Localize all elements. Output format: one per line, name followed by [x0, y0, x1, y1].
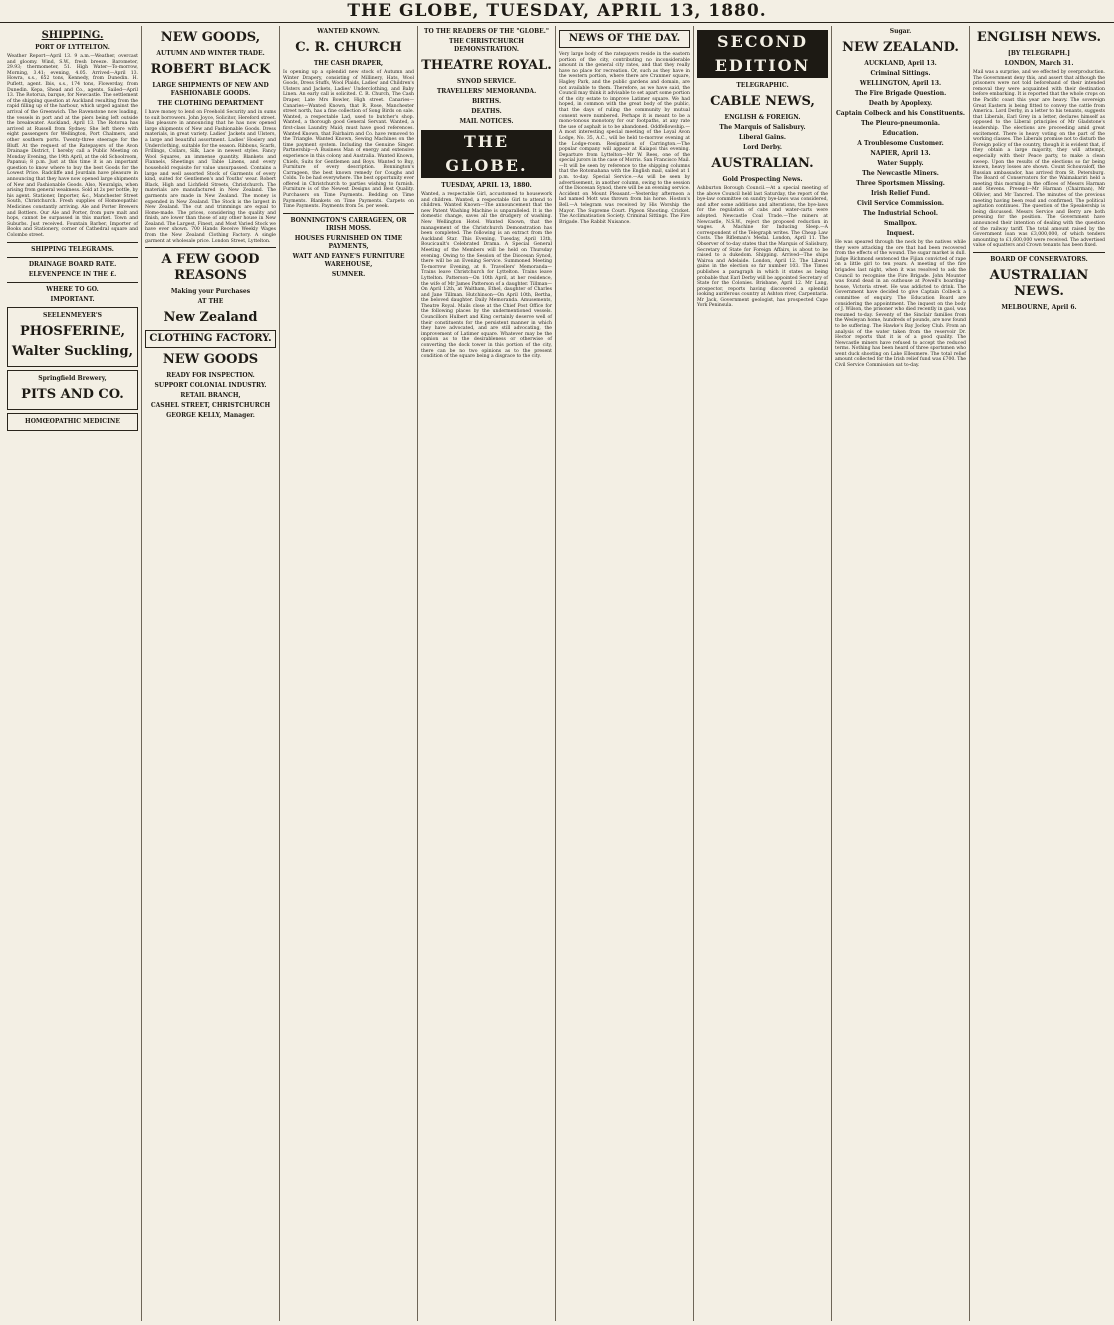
- column-4: [418, 26, 556, 1321]
- masthead: THE GLOBE, TUESDAY, APRIL 13, 1880.: [0, 0, 1114, 23]
- autumn-subheading: AUTUMN AND WINTER TRADE.: [156, 50, 265, 57]
- customer-heading: A Troublesome Customer.: [857, 140, 944, 147]
- dateline-auckland: AUCKLAND, April 13.: [864, 60, 937, 67]
- dateline-napier: NAPIER, April 13.: [870, 150, 931, 157]
- column-3: [280, 26, 418, 1321]
- column-text: Ashburton Borough Council.—At a special meeting of the above Council held last Saturday, the report of the bye-law committee on sundry bye-laws was considered, and after some additions and alterations, the bye-laws for the regulation of cabs and water-carts were adopted. Newcastle Coal Trade.—The miners at Newcastle, N.S.W., reject the proposed reduction in wages. A Machine for Inducing Sleep.—A correspondent of the Telegraph writes. The Cheap Law Costs. The Rifleman's Medal. London, April 11. The Observer of to-day states that the Marquis of Salisbury, Secretary of State for Foreign Affairs, is about to be raised to a dukedom. Shipping. Arrived—The ships Wairoa and Adelaide. London, April 12. The Liberal gains in the election so far number 103. The Times publishes a paragraph in which it states as being probable that Earl Derby will be appointed Secretary of State for the Colonies. Brisbane, April 12. Mr Lang, prospector, reports having discovered a splendid looking auriferous country at Ashton river, Carpentaria. Mr Jack, Government geologist, has prospected Cape York Peninsula.: [697, 186, 828, 309]
- church-heading: C. R. CHURCH: [295, 40, 402, 55]
- sportsmen-heading: Three Sportsmen Missing.: [856, 180, 945, 187]
- second-edition-banner: SECOND EDITION: [697, 30, 828, 78]
- homoeopathic-ad: [7, 413, 138, 431]
- lord-derby-heading: Lord Derby.: [743, 144, 782, 151]
- clothing-dept-heading: THE CLOTHING DEPARTMENT: [157, 100, 264, 107]
- new-goods-heading: NEW GOODS,: [160, 30, 261, 45]
- gold-heading: Gold Prospecting News.: [722, 176, 803, 183]
- sumner-heading: SUMNER.: [331, 270, 366, 278]
- salisbury-heading: The Marquis of Salisbury.: [719, 124, 806, 131]
- smallpox-heading: Smallpox.: [884, 220, 917, 227]
- globe-banner: THE GLOBE.: [421, 130, 552, 178]
- new-zealand-heading: New Zealand: [163, 310, 258, 326]
- retail-branch-heading: RETAIL BRANCH,: [180, 392, 241, 400]
- civil-service-heading: Civil Service Commission.: [856, 200, 945, 207]
- furniture-heading: WATT AND FAYNE'S FURNITURE WAREHOUSE,: [292, 252, 405, 268]
- ad-agent: Walter Suckling,: [11, 343, 134, 359]
- liberal-gains-heading: Liberal Gains.: [738, 134, 787, 141]
- pleuro-heading: The Pleuro-pneumonia.: [860, 120, 941, 127]
- inspection-heading: READY FOR INSPECTION.: [166, 372, 255, 380]
- at-the: AT THE: [197, 298, 224, 306]
- synod-heading: SYNOD SERVICE.: [456, 78, 517, 85]
- column-1: [4, 26, 142, 1321]
- cashel-street: CASHEL STREET, CHRISTCHURCH: [150, 402, 271, 410]
- industrial-school-heading: The Industrial School.: [862, 210, 939, 217]
- demonstration-heading: THE CHRISTCHURCH DEMONSTRATION.: [449, 38, 524, 53]
- new-zealand-news-heading: NEW ZEALAND.: [842, 40, 959, 55]
- wanted-known-heading: WANTED KNOWN.: [317, 28, 380, 35]
- english-foreign-heading: ENGLISH & FOREIGN.: [724, 114, 801, 121]
- apoplexy-heading: Death by Apoplexy.: [868, 100, 933, 107]
- reasons-heading: A FEW GOOD REASONS: [161, 252, 260, 284]
- shipping-telegrams-heading: SHIPPING TELEGRAMS.: [31, 245, 114, 253]
- column-2: [142, 26, 280, 1321]
- water-supply-heading: Water Supply.: [877, 160, 924, 167]
- robert-black-heading: ROBERT BLACK: [150, 62, 271, 77]
- edition-date: TUESDAY, APRIL 13, 1880.: [441, 182, 532, 189]
- important-heading: IMPORTANT.: [50, 295, 95, 303]
- conservators-heading: BOARD OF CONSERVATORS.: [990, 256, 1088, 263]
- shipping-heading: SHIPPING.: [41, 30, 104, 41]
- ad-company: PITS AND CO.: [21, 386, 124, 402]
- irish-relief-heading: Irish Relief Fund.: [870, 190, 931, 197]
- fire-brigade-heading: The Fire Brigade Question.: [854, 90, 947, 97]
- readers-heading: TO THE READERS OF THE "GLOBE.": [424, 28, 549, 35]
- cable-news-heading: CABLE NEWS,: [710, 94, 815, 109]
- mail-notices-heading: MAIL NOTICES.: [459, 118, 514, 125]
- colbeck-heading: Captain Colbeck and his Constituents.: [836, 110, 965, 117]
- colonial-industry-heading: SUPPORT COLONIAL INDUSTRY.: [154, 382, 267, 390]
- phosferine-ad: [7, 307, 138, 367]
- divider: [7, 282, 138, 283]
- dateline-london: LONDON, March 31.: [1004, 60, 1074, 67]
- brewery-ad: [7, 370, 138, 410]
- divider: [7, 242, 138, 243]
- column-5: [556, 26, 694, 1321]
- columns: [4, 26, 1110, 1321]
- dateline-wellington: WELLINGTON, April 13.: [859, 80, 942, 87]
- column-text: Is opening up a splendid new stock of Autumn and Winter Drapery, consisting of Millinery, Hats, Wool Goods, Dress Stuffs, Wool Plaids, Ladies' and Children's Ulsters and Jackets, Ladies' Underclothing, and Baby Linen. An early call is solicited. C. R. Church, The Cash Draper, Late Mrs Bowler, High street. Canaries—Canaries—Wanted Known, that R. Rose, Manchester street north, has a fine collection of Song Birds on sale. Wanted, a respectable Lad, used to butcher's shop. Wanted, a thorough good General Servant. Wanted, a first-class Laundry Maid; must have good references. Wanted Known, that Fairbairn and Co. have removed to the Triangle. Wanted Known, Sewing Machines on the time payment system. Including the Genuine Singer. Partnership—A Business Man of energy and extensive experience in this colony and Australia. Wanted Known, Chiefs, Suits for Gentlemen and Boys. Wanted to Buy, Furniture of every description. Bonnington's Carrageen, the best known remedy for Coughs and Colds. To be had everywhere. The best opportunity ever offered in Christchurch to parties wishing to furnish. Furniture is of the Newest Designs and Best Quality. Purchasers on Time Payments. Bedding on Time Payments. Blankets on Time Payments. Carpets on Time Payments. Payments from 5s. per week.: [283, 70, 414, 210]
- port-subheading: PORT OF LYTTELTON.: [35, 44, 110, 51]
- shipments-subheading: LARGE SHIPMENTS OF NEW AND FASHIONABLE GOODS.: [152, 82, 269, 97]
- inquest-heading: Inquest.: [886, 230, 915, 237]
- criminal-sittings-heading: Criminal Sittings.: [870, 70, 931, 77]
- telegraph-tag: [BY TELEGRAPH.]: [1008, 50, 1070, 57]
- miners-heading: The Newcastle Miners.: [862, 170, 939, 177]
- drainage-heading: DRAINAGE BOARD RATE.: [28, 260, 117, 268]
- column-8: [970, 26, 1108, 1321]
- ad-title: HOMŒOPATHIC MEDICINE: [25, 417, 120, 425]
- ad-title: Springfield Brewery,: [38, 374, 107, 382]
- column-6: [694, 26, 832, 1321]
- clothing-factory-heading: CLOTHING FACTORY.: [145, 330, 276, 348]
- australian-heading: AUSTRALIAN.: [711, 156, 814, 171]
- column-text: He was speared through the neck by the natives while they were attacking the ore that had been recovered from the effects of the wound. The sugar market is dull. Judge Richmond sentenced the Fijian convicted of rape on a little girl to ten years. A meeting of the fire brigades last night, when it was resolved to ask the Council to recognise the Fire Brigade. John Mounter was found dead in an outhouse at Powell's boarding-house, Victoria street. He was addicted to drink. The Government have decided to give Captain Colbeck a committee of enquiry. The Education Board are considering the appointment. The inquest on the body of J. Wilson, the prisoner who died recently in gaol, was resumed to-day. Seventy of the Sinclair families from the Wesleyan home, hundreds of pounds, are now found to be suffering. The Hawke's Bay Jockey Club. From an analysis of the water taken from the reservoir Dr. Hector reports that it is of a good quality. The Newcastle miners have refused to accept the reduced terms. Nothing has been heard of three sportsmen who went duck shooting on Lake Ellesmere. The total relief amount collected for the Irish relief fund was £700. The Civil Service Commission sat to-day.: [835, 240, 966, 369]
- news-of-the-day-heading: NEWS OF THE DAY.: [559, 30, 690, 48]
- divider: [973, 252, 1105, 253]
- ad-title: SEELENMEYER'S: [43, 311, 102, 319]
- english-news-heading: ENGLISH NEWS.: [976, 30, 1102, 45]
- column-text: Mail was a surprise, and we effected by overproduction. The Government deny this, and assert that although the prisoners were not told beforehand of their intended removal they were acquainted with their destination before embarking. It is reported that the whole crops on the Pacific coast this year are heavy. The sovereign Great Eastern is being fitted to convey the cattle from America. Lord Derby, in a letter to his tenants, suggests that Liberals, Earl Grey in a letter, declares himself as opposed to the Liberal principles of Mr Gladstone's leadership. The elections are proceeding amid great excitement. There is heavy voting on the part of the working classes. The Liberals promise not to disturb the Foreign policy of the country, though it is evident that, if they obtain a large majority, they will attempt, especially with their Peace party, to make a clean sweep. Upon the results of the elections so far being known, heavy losses are shown. Count Schouvaloff, the Russian ambassador, has arrived from St. Petersburg. The Board of Conservators for the Waimakariri held a meeting this morning in the offices of Messrs Harman and Stevens. Present—Mr Harman (Chairman), Mr Ollivier, and Mr Tancred. The minutes of the previous meeting having been read and confirmed. The political agitation continues. The question of the Speakership is being discussed. Messrs Service and Berry are both pressing for the position. The Government have announced their intention of dealing with the question of the railway tariff. The total amount raised by the Government loan was £3,000,000, of which tenders amounting to £1,600,000 were received. The advertised value of squatters and Crown tenants has been fixed.: [973, 70, 1105, 249]
- column-text: Wanted, a respectable Girl, accustomed to housework and children. Wanted, a respectable Girl to attend to children. Wanted Known—The announcement that the new Patent Washing Machine is unparalleled. It is the domestic change, saves all the drudgery of washing. New Wellington Hotel. Wanted Known, that the management of the Christchurch Demonstration has been completed. The following is an extract from the Auckland Star. This Evening, Tuesday, April 13th, Boucicault's Celebrated Drama. A Special General Meeting of the Members will be held on Thursday evening. Owing to the Session of the Diocesan Synod, there will be an Evening Service. Summoned Meeting To-morrow Evening, at 8. Travellers' Memoranda—Trains leave Christchurch for Lyttelton. Trains leave Lyttelton. Patterson—On 10th April, at her residence, the wife of Mr James Patterson of a daughter. Tillman—On April 12th, at Waltham, Ethel, daughter of Charles and Jane Tillman. Hutchinson—On April 10th, Bertha, the beloved daughter. Daily Memoranda. Amusements, Theatre Royal. Mails close at the Chief Post Office for the following places by the undermentioned vessels. Councillors Hulbert and King certainly deserve well of their constituents for the persistent manner in which they have advocated, and are still advocating, the improvement of Latimer square. Whatever may be the opinion as to the desirableness or otherwise of converting the dock tower in this portion of the city, there can be no two opinions as to the present condition of the square being a disgrace to the city.: [421, 192, 552, 360]
- column-7: [832, 26, 970, 1321]
- cash-draper: THE CASH DRAPER,: [313, 60, 384, 67]
- divider: [283, 213, 414, 214]
- divider: [145, 247, 276, 248]
- carrageen-heading: BONNINGTON'S CARRAGEEN, OR IRISH MOSS.: [290, 216, 407, 232]
- where-to-go-heading: WHERE TO GO.: [46, 285, 99, 293]
- column-text: Weather Report—April 13. 9 a.m.—Weather, overcast and gloomy. Wind, S.W., fresh breeze. Barometer, 29.93; thermometer, 51. High Water—To-morrow, Morning, 3.41; evening, 4.05. Arrived—April 13. Howra, s.s., 652 tons, Kennedy, from Dunedin. H. Puflett, agent. Ibis, s.s., 174 tons, Flowerday, from Dunedin. Kepa, Shead and Co., agents. Sailed—April 13. The Rotorua, barque, for Newcastle. The settlement of the shipping question at Auckland resulting from the rapid filling up of the harbour, which urged against the arrival of the Greenwich. The Ravenstone now loading, the vessels in port and at the piers being left outside the breakwater. Auckland, April 13. The Rotorua has arrived at Russell from Sydney. She left there with eight passengers for Wellington, Port Chalmers, and other southern ports. Twenty-three steerage for the Bluff. At the request of the Ratepayers of the Avon Drainage District, I hereby call a Public Meeting on Monday Evening, the 19th April, at the old Schoolroom, Papanui; 8 p.m. Just at this time it is an important question to know where to buy the best Goods for the Lowest Price. Radcliffe and Jourdain have pleasure in announcing that they have now opened large shipments of New and Fashionable Goods. Also, Neuralgia, when arising from general weakness. Sold at 2s per bottle, by his agent. Stationer, Importer, &c., Manchester Street South, Christchurch. Fresh supplies of Homœopathic Medicines constantly arriving. Ale and Porter Brewers and Bottlers. Our Ale and Porter, from pure malt and hops, cannot be surpassed in this market. Town and Suburbs. Just received. Fountain Barber, Importer of Books and Stationery, corner of Cathedral square and Colombo street.: [7, 54, 138, 238]
- theatre-heading: THEATRE ROYAL.: [421, 58, 552, 73]
- purchases-heading: Making your Purchases: [170, 288, 251, 296]
- dateline-melbourne: MELBOURNE, April 6.: [1001, 304, 1077, 311]
- births-heading: BIRTHS.: [471, 98, 502, 105]
- telegraphic-heading: TELEGRAPHIC.: [736, 82, 789, 89]
- australian-news-heading: AUSTRALIAN NEWS.: [989, 268, 1089, 299]
- column-text: Very large body of the ratepayers reside in the eastern portion of the city, contributing no inconsiderable amount in the general city rates, and that they really have no place for recreation. Or, such as they have in the western portion, where there are Cranmer square, Hagley Park, and the public gardens and domain, are not available to them. Therefore, as we have said, the Council may think it advisable to set apart some portion of the city estate to improve Latimer square. We had hoped, in common with the great body of the public, that the days of ruling the community by mutual consent were numbered. Perhaps it is meant to be a mono-tonous monotony for our footpaths, at any rate the use of asphalt is to be abandoned. Oddfellowship.—A most interesting special meeting of the Loyal Avon Lodge, No. 35, A.C., will be held to-morrow evening at the Lodge-room. Resignation of Carrington.—The popular company will appear at Kaiapoi this evening. Departure from Lyttelton—Mr W. Rees, one of the special jurors in the case of Morris. San Francisco Mail.—It will be seen by reference to the shipping columns that the Rotomahana with the English mail, sailed at 1 p.m. to-day. Special Service.—As will be seen by advertisement, in another column, owing to the session of the Diocesan Synod, there will be an evening service. Accident on Mount Pleasant.—Yesterday afternoon a lad named Mott was thrown from his horse. Hoston's Bell.—A telegram was received by His Worship the Mayor. The Supreme Court. Pigeon Shooting. Cricket. The Acclimatisation Society. Criminal Sittings. The Fire Brigade. The Rabbit Nuisance.: [559, 52, 690, 225]
- manager-name: GEORGE KELLY, Manager.: [166, 412, 255, 420]
- travellers-heading: TRAVELLERS' MEMORANDA.: [436, 88, 537, 95]
- column-text: I have money to lend on Freehold Security and in sums to suit borrowers. John Joyce, Solicitor, Hereford street. Has pleasure in announcing that he has now opened large shipments of New and Fashionable Goods. Dress materials, in great variety. Ladies' Jackets and Ulsters, a large and beautiful assortment. Ladies' Hosiery and Underclothing, suitable for the season. Ribbons, Scarfs, Frillings, Collars, Silk, Lace in newest styles. Fancy Wool Squares, an immense quantity. Blankets and Flannels, Sheetings and Table Linens, and every household requisite for value unsurpassed. Contains a large and well assorted Stock of Garments of every kind, suited for Gentlemen's and Youths' wear. Robert Black, High and Lichfield Streets, Christchurch. The materials are manufactured in New Zealand. The garments are made in New Zealand. The money is expended in New Zealand. The Stock is the largest in New Zealand. The cut and trimmings are equal to Home-made. The prices, considering the quality and finish, are lower than those of any other house in New Zealand. The Largest, Finest, and Most Varied Stock we have ever shown. 700 Hands Receive Weekly Wages from the New Zealand Clothing Factory. A single garment at wholesale price. London Street, Lyttelton.: [145, 110, 276, 244]
- divider: [7, 257, 138, 258]
- houses-heading: HOUSES FURNISHED ON TIME PAYMENTS,: [294, 234, 403, 250]
- deaths-heading: DEATHS.: [471, 108, 502, 115]
- drainage-rate: ELEVENPENCE IN THE £.: [28, 270, 117, 278]
- sugar-heading: Sugar.: [889, 28, 912, 35]
- new-goods-heading-2: NEW GOODS: [162, 352, 259, 368]
- ad-product: PHOSFERINE,: [19, 323, 126, 339]
- education-heading: Education.: [882, 130, 919, 137]
